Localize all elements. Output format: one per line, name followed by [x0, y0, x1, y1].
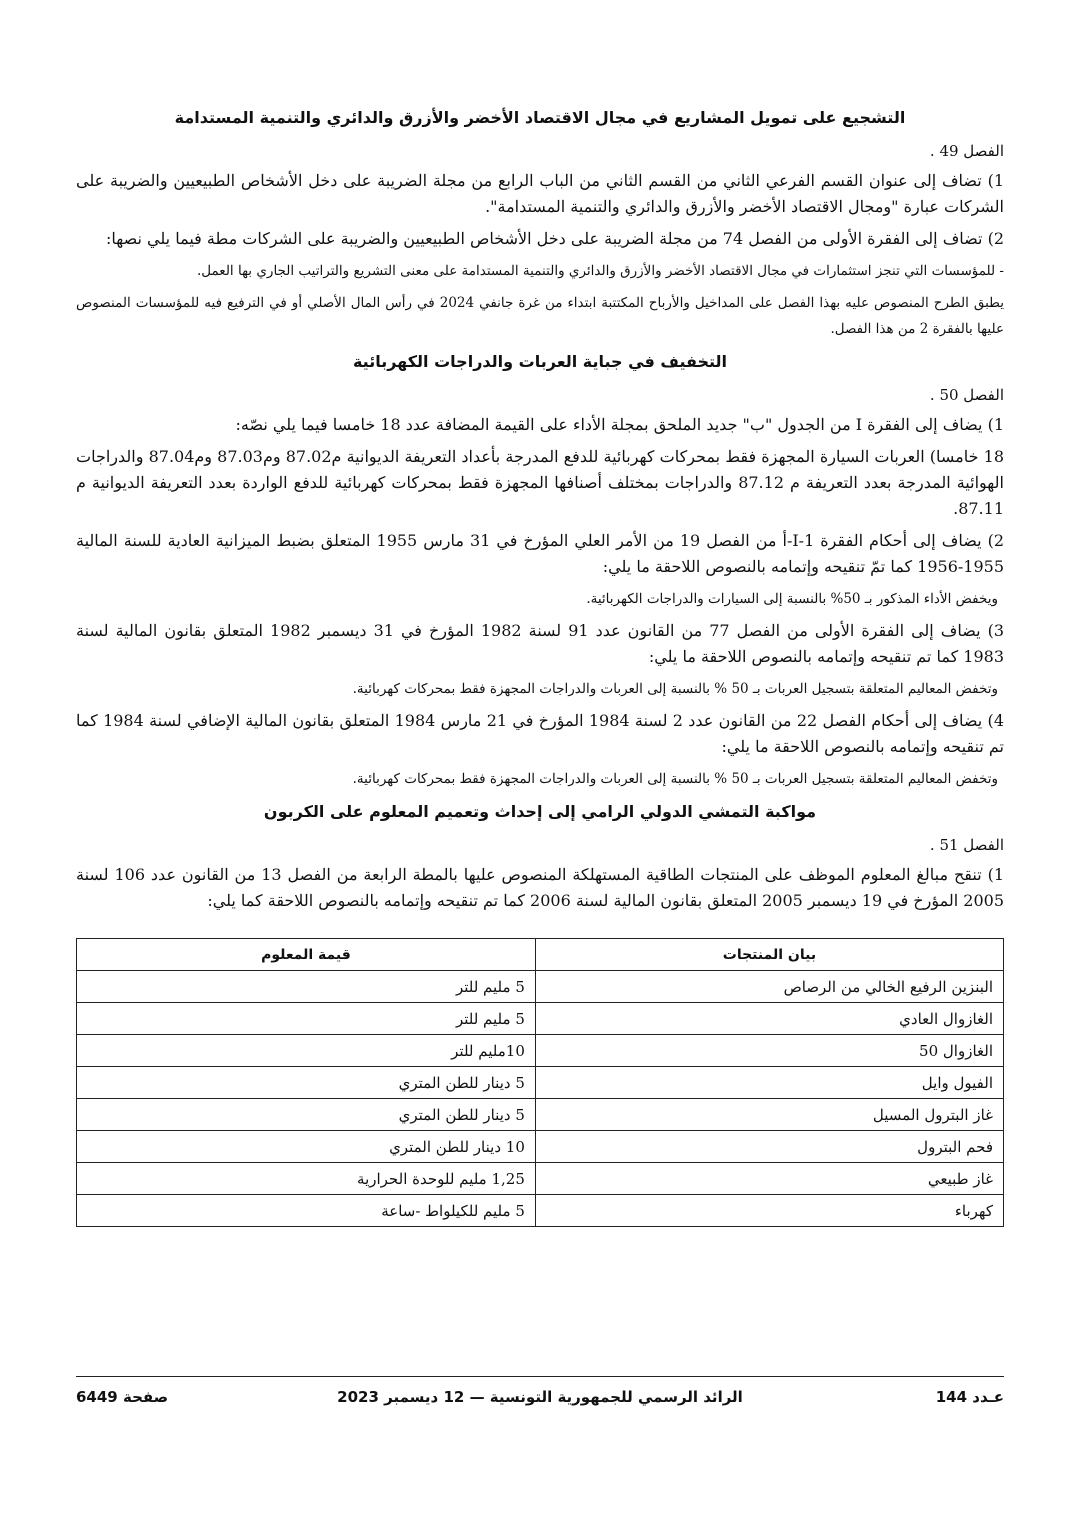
article-50-paragraph-6: وتخفض المعاليم المتعلقة بتسجيل العربات بـ 50 % بالنسبة إلى العربات والدراجات المجهزة فقط بمحركات كهربائية. — [352, 681, 998, 697]
article-49-paragraph-1: 1) تضاف إلى عنوان القسم الفرعي الثاني من القسم الثاني من الباب الرابع من مجلة الضريبة على دخل الأشخاص الطبيعيين والضريبة على الشركات عبارة "ومجال الاقتصاد الأخضر والأزرق والدائري والتنمية المستدامة". — [76, 171, 1004, 216]
table-row — [77, 1195, 1004, 1227]
energy-tax-table — [76, 938, 1004, 1227]
tax-value-cell: 1,25 مليم للوحدة الحرارية — [77, 1163, 536, 1195]
tax-value-cell: 10 دينار للطن المتري — [77, 1131, 536, 1163]
tax-value-cell: 5 مليم للكيلواط -ساعة — [77, 1195, 536, 1227]
article-49-paragraph-2: 2) تضاف إلى الفقرة الأولى من الفصل 74 من مجلة الضريبة على دخل الأشخاص الطبيعيين والضريبة على الشركات مطة فيما يلي نصها: — [105, 229, 1004, 248]
article-50-paragraph-2: 18 خامسا) العربات السيارة المجهزة فقط بمحركات كهربائية للدفع المدرجة بأعداد التعريفة الديوانية م87.02 وم87.03 وم87.04 والدراجات الهوائية المدرجة بعدد التعريفة م 87.12 والدراجات بمختلف أصنافها المجهزة فقط بمحركات كهربائية للدفع الواردة بعدد التعريفة الديوانية م 87.11. — [76, 447, 1005, 518]
product-cell: غاز طبيعي — [535, 1163, 1003, 1195]
product-cell: فحم البترول — [535, 1131, 1003, 1163]
article-50-paragraph-3: 2) يضاف إلى أحكام الفقرة I-1-أ من الفصل 19 من الأمر العلي المؤرخ في 31 مارس 1955 المتعلق بضبط الميزانية العادية للسنة المالية 1955-1956 كما تمّ تنقيحه وإتمامه بالنصوص اللاحقة ما يلي: — [76, 531, 1005, 576]
table-header-products: بيان المنتجات — [535, 939, 1003, 971]
article-50-paragraph-1: 1) يضاف إلى الفقرة I من الجدول "ب" جديد الملحق بمجلة الأداء على القيمة المضافة عدد 18 خامسا فيما يلي نصّه: — [235, 415, 1004, 434]
table-header-row — [77, 939, 1004, 971]
page-number: صفحة 6449 — [76, 1388, 169, 1406]
table-row — [77, 1003, 1004, 1035]
table-row — [77, 971, 1004, 1003]
table-row — [77, 1035, 1004, 1067]
article-50-paragraph-5: 3) يضاف إلى الفقرة الأولى من الفصل 77 من القانون عدد 91 لسنة 1982 المؤرخ في 31 ديسمبر 1982 المتعلق بقانون المالية لسنة 1983 كما تم تنقيحه وإتمامه بالنصوص اللاحقة ما يلي: — [76, 621, 1005, 666]
table-row — [77, 1131, 1004, 1163]
section-heading-carbon-tax: مواكبة التمشي الدولي الرامي إلى إحداث وتعميم المعلوم على الكربون — [263, 802, 817, 821]
product-cell: الغازوال العادي — [535, 1003, 1003, 1035]
article-49-bullet: - للمؤسسات التي تنجز استثمارات في مجال الاقتصاد الأخضر والأزرق والدائري والتنمية المستدامة على معنى التشريع والتراتيب الجاري بها العمل. — [196, 263, 1004, 279]
article-50-paragraph-4: ويخفض الأداء المذكور بـ 50% بالنسبة إلى السيارات والدراجات الكهربائية. — [586, 591, 998, 607]
article-50-paragraph-7: 4) يضاف إلى أحكام الفصل 22 من القانون عدد 2 لسنة 1984 المؤرخ في 21 مارس 1984 المتعلق بقانون المالية الإضافي لسنة 1984 كما تم تنقيحه وإتمامه بالنصوص اللاحقة ما يلي: — [76, 711, 1004, 756]
tax-value-cell: 5 دينار للطن المتري — [77, 1099, 536, 1131]
journal-title-date: الرائد الرسمي للجمهورية التونسية — 12 ديسمبر 2023 — [337, 1388, 743, 1406]
section-heading-green-economy: التشجيع على تمويل المشاريع في مجال الاقتصاد الأخضر والأزرق والدائري والتنمية المستدامة — [174, 108, 906, 127]
product-cell: غاز البترول المسيل — [535, 1099, 1003, 1131]
article-49-label: الفصل 49 . — [929, 142, 1004, 160]
tax-value-cell: 5 مليم للتر — [77, 971, 536, 1003]
table-row — [77, 1067, 1004, 1099]
product-cell: كهرباء — [535, 1195, 1003, 1227]
article-50-label: الفصل 50 . — [929, 386, 1004, 404]
page-footer — [76, 1388, 1004, 1418]
article-51-paragraph-1: 1) تنقح مبالغ المعلوم الموظف على المنتجات الطاقية المستهلكة المنصوص عليها بالمطة الرابعة من الفصل 13 من القانون عدد 106 لسنة 2005 المؤرخ في 19 ديسمبر 2005 المتعلق بقانون المالية لسنة 2006 كما تم تنقيحه وإتمامه بالنصوص اللاحقة كما يلي: — [76, 865, 1005, 910]
tax-value-cell: 5 مليم للتر — [77, 1003, 536, 1035]
product-cell: الغازوال 50 — [535, 1035, 1003, 1067]
article-51-label: الفصل 51 . — [929, 836, 1004, 854]
article-50-paragraph-8: وتخفض المعاليم المتعلقة بتسجيل العربات بـ 50 % بالنسبة إلى العربات والدراجات المجهزة فقط بمحركات كهربائية. — [352, 771, 998, 787]
table-row — [77, 1099, 1004, 1131]
product-cell: الفيول وايل — [535, 1067, 1003, 1099]
section-heading-electric-vehicles: التخفيف في جباية العربات والدراجات الكهربائية — [352, 352, 728, 371]
table-header-tax-value: قيمة المعلوم — [77, 939, 536, 971]
tax-value-cell: 10مليم للتر — [77, 1035, 536, 1067]
footer-divider — [76, 1376, 1004, 1377]
product-cell: البنزين الرفيع الخالي من الرصاص — [535, 971, 1003, 1003]
article-49-paragraph-4: يطبق الطرح المنصوص عليه بهذا الفصل على المداخيل والأرباح المكتتبة ابتداء من غرة جانفي 2024 في رأس المال الأصلي أو في الترفيع فيه للمؤسسات المنصوص عليها بالفقرة 2 من هذا الفصل. — [76, 295, 1005, 337]
table-row — [77, 1163, 1004, 1195]
issue-number: عـدد 144 — [935, 1388, 1004, 1406]
tax-value-cell: 5 دينار للطن المتري — [77, 1067, 536, 1099]
